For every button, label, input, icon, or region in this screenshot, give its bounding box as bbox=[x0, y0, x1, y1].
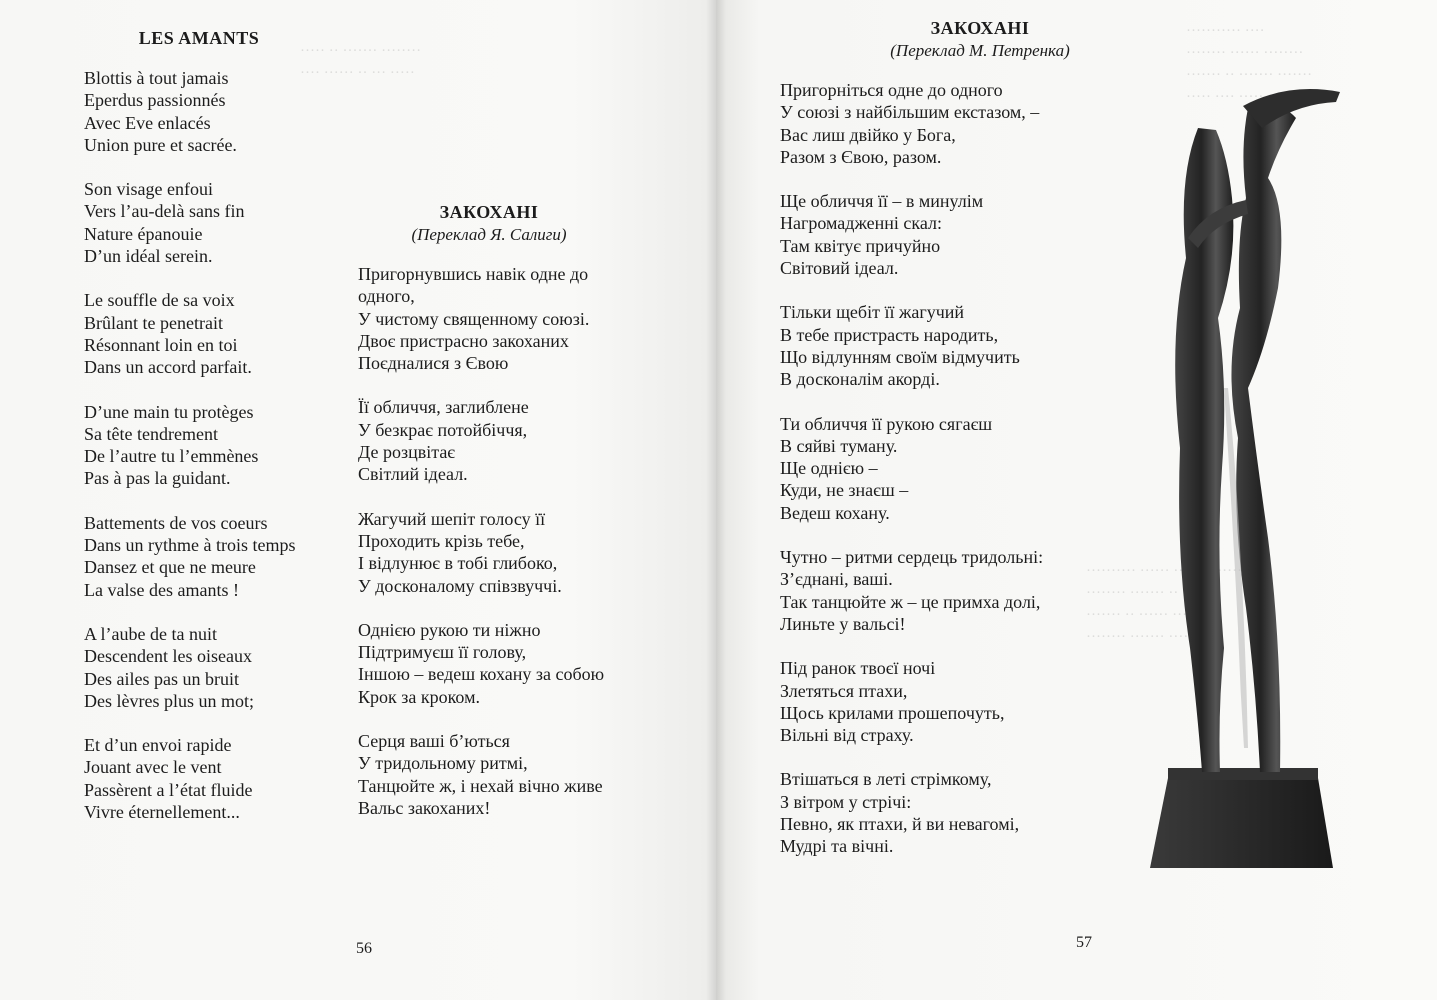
poem-line: Злетяться птахи, bbox=[780, 680, 908, 701]
bleed-through-text: ··········· ···· ········ ······ ········ ······· ·· ······· ······· ····· ···· ····· ····· bbox=[1186, 23, 1313, 105]
poem-line: У тридольному ритмі, bbox=[358, 753, 528, 774]
poem-line: Le souffle de sa voix bbox=[84, 290, 235, 311]
poem-line: У союзі з найбільшим екстазом, – bbox=[780, 102, 1040, 123]
poem-line: Blottis à tout jamais bbox=[84, 68, 229, 88]
poem-line: Eperdus passionnés bbox=[84, 90, 226, 111]
poem-line: A l’aube de ta nuit bbox=[84, 623, 217, 644]
poem-line: Пригорніться одне до одного bbox=[780, 80, 1003, 100]
book-gutter bbox=[706, 0, 726, 1000]
poem-line: Pas à pas la guidant. bbox=[84, 468, 231, 489]
poem-line: У досконалому співзвуччі. bbox=[358, 575, 562, 596]
stanza bbox=[358, 396, 658, 485]
poem-line: Ще однією – bbox=[780, 458, 878, 479]
petrenko-poem-title: ЗАКОХАНІ bbox=[930, 18, 1030, 38]
ukrainian-poem-petrenko bbox=[780, 18, 1110, 880]
sculpture-icon bbox=[1128, 88, 1358, 878]
poem-line: Двоє пристрасно закоханих bbox=[358, 330, 569, 351]
poem-line: Son visage enfoui bbox=[84, 179, 213, 200]
saliga-poem-body bbox=[358, 263, 658, 819]
bleed-through-text: ·········· ······ ········ ····· ········ ······· ·· ········ ······· ·· ······ ········ ········ ······· ······· bbox=[1086, 563, 1243, 645]
poem-line: Ще обличчя її – в минулім bbox=[780, 191, 984, 212]
poem-line: Union pure et sacrée. bbox=[84, 134, 237, 155]
poem-line: Де розцвітає bbox=[358, 442, 456, 463]
stanza bbox=[358, 619, 658, 708]
poem-line: В сяйві туману. bbox=[780, 435, 898, 456]
poem-line: Серця ваші б’ються bbox=[358, 731, 510, 752]
poem-line: Щось крилами прошепочуть, bbox=[780, 702, 1005, 723]
ukrainian-poem-saliga bbox=[358, 202, 658, 841]
poem-line: В досконалім акорді. bbox=[780, 369, 940, 390]
poem-line: Там квітує причуйно bbox=[780, 235, 941, 256]
french-poem-title: LES AMANTS bbox=[138, 28, 260, 48]
poem-line: З вітром у стрічі: bbox=[780, 791, 912, 812]
poem-line: Під ранок твоєї ночі bbox=[780, 658, 936, 679]
poem-line: У безкрає потойбіччя, bbox=[358, 419, 528, 440]
saliga-poem-subtitle: (Переклад Я. Салиги) bbox=[411, 225, 567, 244]
poem-line: Des lèvres plus un mot; bbox=[84, 690, 254, 711]
stanza bbox=[780, 657, 1110, 746]
poem-line: Куди, не знаєш – bbox=[780, 480, 909, 501]
stanza bbox=[84, 623, 364, 712]
stanza bbox=[358, 508, 658, 597]
stanza bbox=[780, 546, 1110, 635]
french-poem-body bbox=[84, 67, 364, 823]
poem-line: Линьте у вальсі! bbox=[780, 613, 906, 634]
poem-line: Sa tête tendrement bbox=[84, 423, 218, 444]
poem-line: Ведеш кохану. bbox=[780, 502, 890, 523]
page-number-left: 56 bbox=[356, 940, 372, 957]
poem-line: Avec Eve enlacés bbox=[84, 112, 211, 133]
poem-line: Що відлунням своїм відмучить bbox=[780, 346, 1020, 367]
right-page bbox=[716, 0, 1437, 1000]
poem-line: Певно, як птахи, й ви невагомі, bbox=[780, 814, 1020, 835]
poem-line: Мудрі та вічні. bbox=[780, 836, 894, 857]
poem-line: З’єднані, ваші. bbox=[780, 569, 893, 590]
petrenko-poem-body bbox=[780, 79, 1110, 858]
poem-line: В тебе пристрасть народить, bbox=[780, 324, 999, 345]
petrenko-poem-subtitle: (Переклад М. Петренка) bbox=[890, 41, 1070, 60]
poem-line: Світовий ідеал. bbox=[780, 258, 899, 279]
poem-line: Ти обличчя її рукою сягаєш bbox=[780, 413, 993, 434]
poem-line: Nature épanouie bbox=[84, 223, 203, 244]
poem-line: одного, bbox=[358, 286, 415, 307]
stanza bbox=[358, 263, 658, 374]
poem-line: Чутно – ритми сердець тридольні: bbox=[780, 547, 1044, 568]
stanza bbox=[780, 301, 1110, 390]
stanza bbox=[780, 190, 1110, 279]
poem-line: Jouant avec le vent bbox=[84, 757, 222, 778]
poem-line: D’une main tu protèges bbox=[84, 401, 254, 422]
poem-line: Нагромадженні скал: bbox=[780, 213, 942, 234]
poem-line: Et d’un envoi rapide bbox=[84, 735, 232, 756]
poem-line: Втішаться в леті стрімкому, bbox=[780, 769, 992, 790]
poem-line: Тільки щебіт її жагучий bbox=[780, 302, 965, 323]
poem-line: Brûlant te penetrait bbox=[84, 312, 223, 333]
stanza bbox=[84, 734, 364, 823]
poem-line: Разом з Євою, разом. bbox=[780, 146, 942, 167]
poem-line: Однією рукою ти ніжно bbox=[358, 619, 541, 640]
poem-line: Descendent les oiseaux bbox=[84, 646, 252, 667]
stanza bbox=[358, 730, 658, 819]
saliga-poem-title: ЗАКОХАНІ bbox=[439, 202, 539, 222]
left-page bbox=[0, 0, 716, 1000]
poem-line: Вальс закоханих! bbox=[358, 797, 491, 818]
poem-line: De l’autre tu l’emmènes bbox=[84, 446, 259, 467]
poem-line: Проходить крізь тебе, bbox=[358, 530, 525, 551]
poem-line: Жагучий шепіт голосу її bbox=[358, 508, 546, 529]
poem-line: Dansez et que ne meure bbox=[84, 557, 256, 578]
poem-line: Вас лиш двійко у Бога, bbox=[780, 124, 956, 145]
poem-line: Des ailes pas un bruit bbox=[84, 668, 239, 689]
poem-line: Vers l’au-delà sans fin bbox=[84, 201, 245, 222]
poem-line: Vivre éternellement... bbox=[84, 802, 240, 823]
poem-line: Її обличчя, заглиблене bbox=[358, 397, 529, 418]
poem-line: Підтримуєш її голову, bbox=[358, 642, 527, 663]
poem-line: Dans un accord parfait. bbox=[84, 357, 252, 378]
poem-line: Пригорнувшись навік одне до bbox=[358, 264, 589, 284]
stanza bbox=[84, 178, 364, 267]
stanza bbox=[84, 67, 364, 156]
poem-line: La valse des amants ! bbox=[84, 579, 239, 600]
stanza bbox=[84, 512, 364, 601]
stanza bbox=[84, 401, 364, 490]
poem-line: Passèrent a l’état fluide bbox=[84, 779, 253, 800]
poem-line: Battements de vos coeurs bbox=[84, 512, 268, 533]
poem-line: Поєдналися з Євою bbox=[358, 353, 509, 374]
poem-line: Танцюйте ж, і нехай вічно живе bbox=[358, 775, 603, 796]
page-number-right: 57 bbox=[1076, 934, 1092, 951]
stanza bbox=[780, 768, 1110, 857]
poem-line: У чистому священному союзі. bbox=[358, 308, 590, 329]
poem-line: Світлий ідеал. bbox=[358, 464, 468, 485]
poem-line: D’un idéal serein. bbox=[84, 246, 213, 267]
poem-line: Так танцюйте ж – це примха долі, bbox=[780, 591, 1041, 612]
stanza bbox=[780, 79, 1110, 168]
poem-line: Résonnant loin en toi bbox=[84, 334, 238, 355]
poem-line: Іншою – ведеш кохану за собою bbox=[358, 664, 605, 685]
poem-line: І відлунює в тобі глибоко, bbox=[358, 553, 558, 574]
bleed-through-text: ····· ·· ······· ········ ···· ······ ·· ··· ····· bbox=[300, 43, 422, 81]
french-poem bbox=[84, 28, 364, 845]
poem-line: Крок за кроком. bbox=[358, 686, 480, 707]
stanza bbox=[84, 289, 364, 378]
stanza bbox=[780, 413, 1110, 524]
poem-line: Dans un rythme à trois temps bbox=[84, 535, 296, 556]
poem-line: Вільні від страху. bbox=[780, 725, 914, 746]
